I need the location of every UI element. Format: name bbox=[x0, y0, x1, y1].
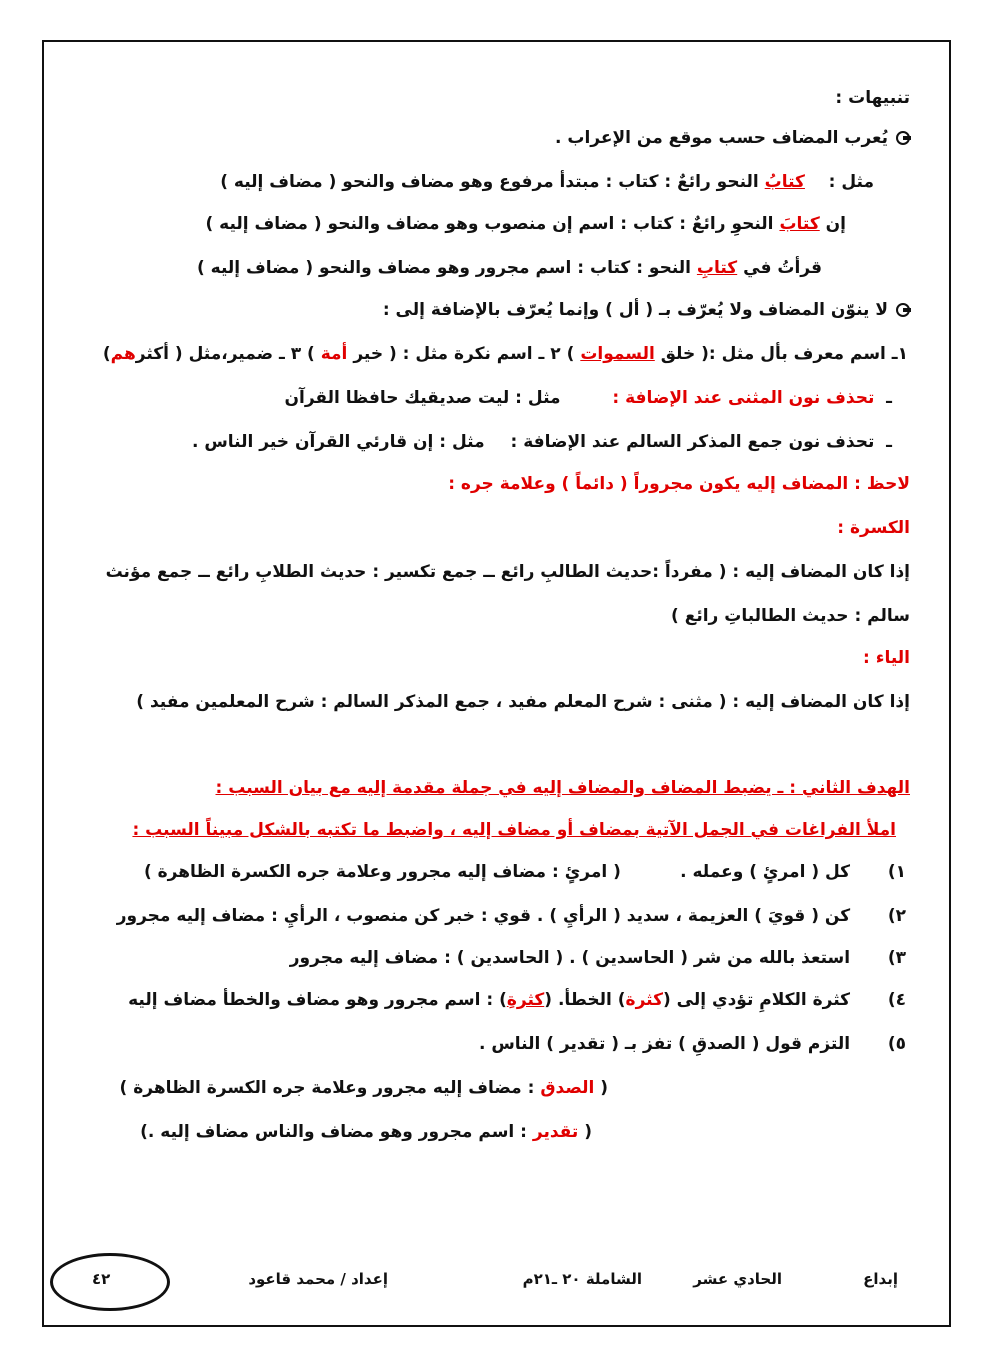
pointer-bullet-icon bbox=[896, 131, 910, 145]
answer-line-2: ( تقدير : اسم مجرور وهو مضاف والناس مضاف إليه .) bbox=[140, 1122, 592, 1142]
goal-instruction: املأ الفراغات في الجمل الآتية بمضاف أو مضاف إليه ، واضبط ما تكتبه بالشكل مبيناً السبب : bbox=[132, 820, 896, 840]
plural-rule: ـ تحذف نون جمع المذكر السالم عند الإضافة : مثل : إن قارئي القرآن خير الناس . bbox=[191, 432, 892, 452]
highlight-word: كتابُ bbox=[764, 172, 805, 192]
footer-brand: إبداع bbox=[863, 1270, 898, 1288]
example-1: مثل : كتابُ النحو رائعٌ : كتاب : مبتدأ مرفوع وهو مضاف والنحو ( مضاف إليه ) bbox=[220, 172, 874, 192]
exercise-item: ٤) كثرة الكلامِ تؤدي إلى (كثرة) الخطأ. (كثرةِ) : اسم مجرور وهو مضاف والخطأ مضاف إليه bbox=[128, 990, 906, 1010]
example-2: إن كتابَ النحوِ رائعٌ : كتاب : اسم إن منصوب وهو مضاف والنحو ( مضاف إليه ) bbox=[205, 214, 846, 234]
notice-line: لاحظ : المضاف إليه يكون مجروراً ( دائماً ) وعلامة جره : bbox=[448, 474, 910, 494]
answer-line-1: ( الصدق : مضاف إليه مجرور وعلامة جره الكسرة الظاهرة ) bbox=[119, 1078, 608, 1098]
example-3: قرأتُ في كتابِ النحو : كتاب : اسم مجرور وهو مضاف والنحو ( مضاف إليه ) bbox=[196, 258, 822, 278]
highlight-word: كتابَ bbox=[779, 214, 820, 234]
exercise-item: ٢) كن ( قويَ ) العزيمة ، سديد ( الرأيِ ) . قوي : خبر كن منصوب ، الرأيِ : مضاف إليه مجرور bbox=[116, 906, 906, 926]
kasra-line-1: إذا كان المضاف إليه : ( مفرداً :حديث الطالبِ رائع ــ جمع تكسير : حديث الطلابِ رائع ــ جمع مؤنث bbox=[105, 562, 910, 582]
footer-author: إعداد / محمد قاعود bbox=[248, 1270, 388, 1288]
dual-rule: ـ تحذف نون المثنى عند الإضافة : مثل : ليت صديقيك حافظا القرآن bbox=[284, 388, 892, 408]
page-number: ٤٢ bbox=[92, 1270, 111, 1288]
pointer-bullet-icon bbox=[896, 303, 910, 317]
highlight-word: كتابِ bbox=[696, 258, 738, 278]
exercise-item: ١) كل ( امرئٍ ) وعمله . ( امرئٍ : مضاف إليه مجرور وعلامة جره الكسرة الظاهرة ) bbox=[143, 862, 906, 882]
yaa-line: إذا كان المضاف إليه : ( مثنى : شرح المعلم مفيد ، جمع المذكر السالم : شرح المعلمين مفيد ) bbox=[136, 692, 910, 712]
goal-title: الهدف الثاني : ـ يضبط المضاف والمضاف إليه في جملة مقدمة إليه مع بيان السبب : bbox=[215, 778, 910, 798]
footer-grade: الحادي عشر bbox=[693, 1270, 782, 1288]
exercise-item: ٣) استعذ بالله من شر ( الحاسدين ) . ( الحاسدين ) : مضاف إليه مجرور bbox=[289, 948, 906, 968]
note-bullet-1: يُعرب المضاف حسب موقع من الإعراب . bbox=[60, 126, 910, 150]
notes-title: تنبيهات : bbox=[835, 88, 910, 108]
exercise-item: ٥) التزم قول ( الصدقِ ) تفز بـ ( تقدير ) الناس . bbox=[478, 1034, 906, 1054]
kasra-line-2: سالم : حديث الطالباتِ رائع ) bbox=[671, 606, 910, 626]
note-bullet-2: لا ينوّن المضاف ولا يُعرّف بـ ( أل ) وإنما يُعرّف بالإضافة إلى : bbox=[60, 298, 910, 322]
footer-book: الشاملة ٢٠ ـ٢١م bbox=[522, 1270, 642, 1288]
definite-types: ١ـ اسم معرف بأل مثل :( خلق السموات ) ٢ ـ اسم نكرة مثل : ( خير أمة ) ٣ ـ ضمير،مثل ( أكثرهم) bbox=[102, 344, 908, 364]
kasra-title: الكسرة : bbox=[837, 518, 910, 538]
yaa-title: الياء : bbox=[863, 648, 910, 668]
